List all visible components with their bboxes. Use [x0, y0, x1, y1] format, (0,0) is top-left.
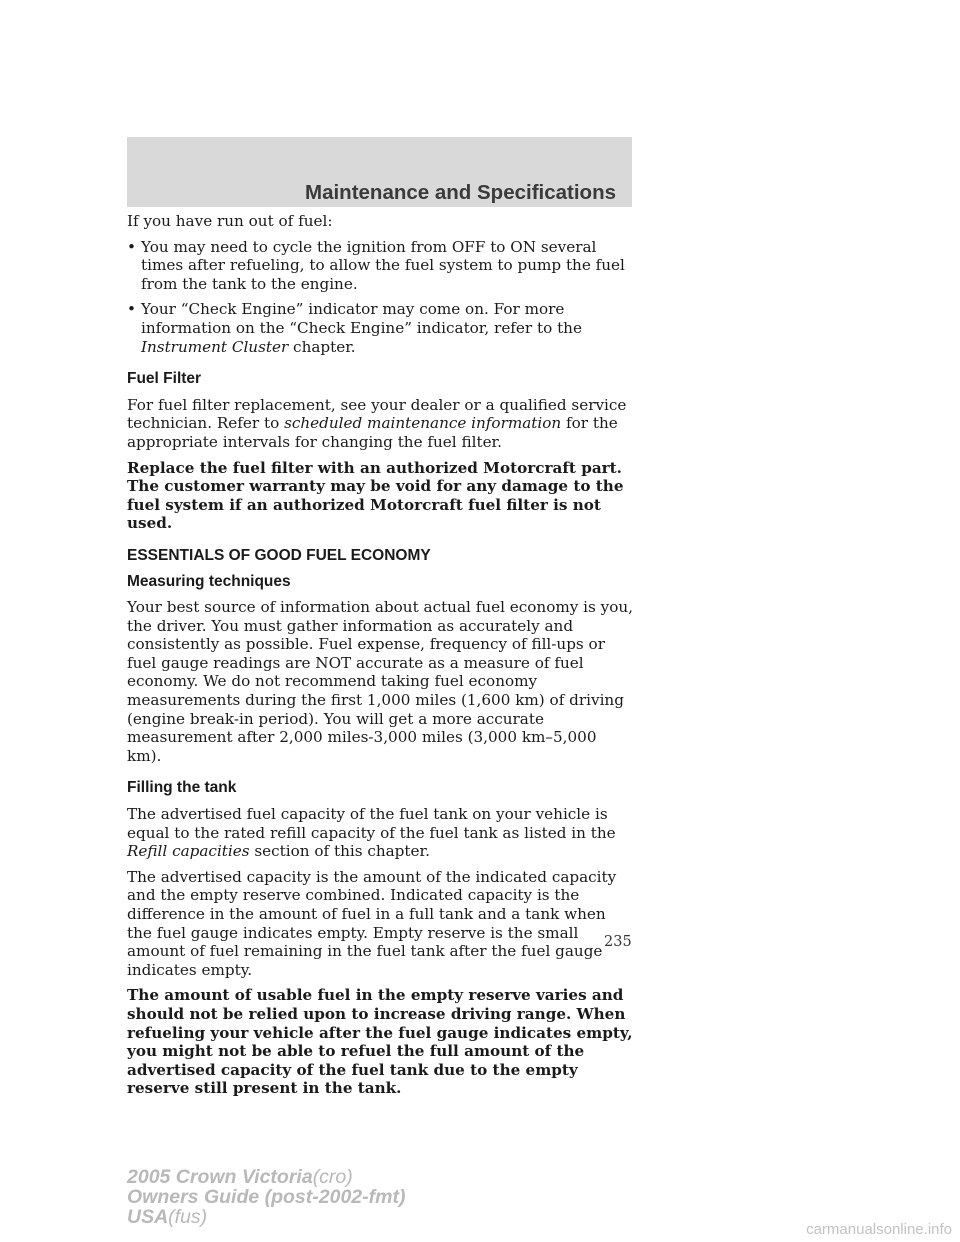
section-title: Maintenance and Specifications	[305, 181, 616, 204]
bullet-text-end: chapter.	[288, 337, 356, 356]
watermark: carmanualsonline.info	[806, 1221, 952, 1238]
fuel-filter-warning: Replace the fuel filter with an authorized Motorcraft part. The customer warranty may be void for any damage to the fuel system if an authorized Motorcraft fuel filter is not used.	[127, 458, 624, 533]
measuring-heading: Measuring techniques	[127, 572, 291, 590]
bullet-text: Your “Check Engine” indicator may come on. For more information on the “Check Engine” indicator, refer to the	[141, 300, 582, 337]
intro-text: If you have run out of fuel:	[127, 212, 333, 230]
page-number: 235	[604, 934, 632, 950]
chapter-reference: Instrument Cluster	[141, 337, 289, 356]
fuel-filter-text: For fuel filter replacement, see your dealer or a qualified service technician. Refer to scheduled maintenance information for the appropriate intervals for changing the fuel filter.	[127, 395, 627, 451]
document-footer: 2005 Crown Victoria(cro) Owners Guide (post-2002-fmt) USA(fus)	[127, 1166, 406, 1228]
essentials-heading: ESSENTIALS OF GOOD FUEL ECONOMY	[127, 546, 431, 564]
filling-warning: The amount of usable fuel in the empty reserve varies and should not be relied upon to increase driving range. When refueling your vehicle after the fuel gauge indicates empty, you might not be able to refuel the full amount of the advertised capacity of the fuel tank due to the empty reserve still present in the tank.	[127, 986, 633, 1098]
maintenance-reference: scheduled maintenance information	[284, 414, 562, 433]
bullet-item	[127, 238, 633, 294]
page-content	[127, 212, 633, 1105]
filling-text-1: The advertised fuel capacity of the fuel tank on your vehicle is equal to the rated refill capacity of the fuel tank as listed in the Refill capacities section of this chapter.	[127, 805, 616, 861]
filling-heading: Filling the tank	[127, 779, 237, 797]
section-header-band	[127, 137, 632, 207]
refill-reference: Refill capacities	[127, 842, 250, 861]
bullet-text: You may need to cycle the ignition from OFF to ON several times after refueling, to allow the fuel system to pump the fuel from the tank to the engine.	[141, 237, 625, 293]
bullet-icon: •	[127, 300, 136, 319]
bullet-icon: •	[127, 237, 136, 256]
fuel-filter-heading: Fuel Filter	[127, 370, 202, 388]
measuring-text: Your best source of information about actual fuel economy is you, the driver. You must gather information as accurately and consistently as possible. Fuel expense, frequency of fill-ups or fuel gauge readings are NOT accurate as a measure of fuel economy. We do not recommend taking fuel economy measurements during the first 1,000 miles (1,600 km) of driving (engine break-in period). You will get a more accurate measurement after 2,000 miles-3,000 miles (3,000 km–5,000 km).	[127, 598, 633, 765]
filling-text-2: The advertised capacity is the amount of the indicated capacity and the empty reserve combined. Indicated capacity is the difference in the amount of fuel in a full tank and a tank when the fuel gauge indicates empty. Empty reserve is the small amount of fuel remaining in the fuel tank after the fuel gauge indicates empty.	[127, 867, 617, 979]
bullet-item	[127, 300, 633, 356]
